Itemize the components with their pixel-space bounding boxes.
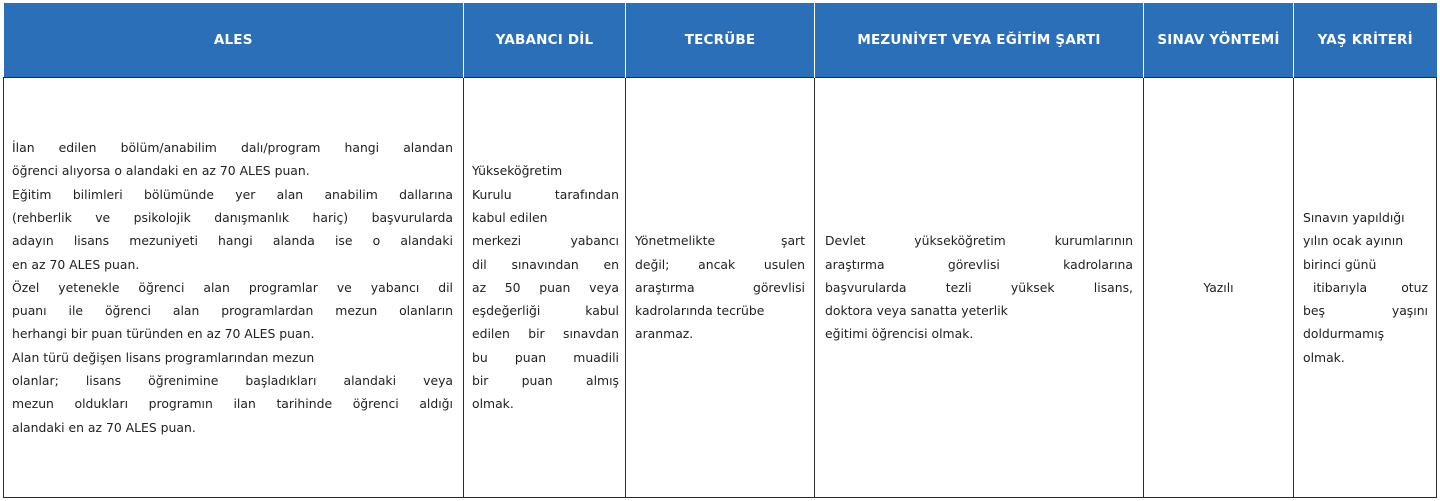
header-yas-kriteri: YAŞ KRİTERİ [1294,3,1437,78]
ales-line: adayın lisans mezuniyeti hangi alanda ise o alandaki [12,233,453,249]
mezuniyet-line: araştırma görevlisi kadrolarına [825,256,1133,272]
ales-line: olanlar; lisans öğrenimine başladıkları alandaki veya [12,373,453,389]
ales-line: İlan edilen bölüm/anabilim dalı/program hangi alandan [12,140,453,156]
ales-line: alandaki en az 70 ALES puan. [12,419,196,435]
ales-line: Özel yetenekle öğrenci alan programlar ve yabancı dil [12,279,453,295]
header-yabanci-dil: YABANCI DİL [464,3,626,78]
mezuniyet-line: eğitimi öğrencisi olmak. [825,326,974,342]
dil-line: bir puan almış [472,373,619,389]
tecrube-cell [626,78,815,498]
ales-line: en az 70 ALES puan. [12,256,140,272]
yas-line: Sınavın yapıldığı [1303,209,1405,225]
yabanci-dil-cell [464,78,626,498]
dil-line: bu puan muadili [472,349,619,365]
ales-line: Alan türü değişen lisans programlarından mezun [12,349,315,365]
sinav-value: Yazılı [1203,279,1234,295]
ales-line: (rehberlik ve psikolojik danışmanlık hariç) başvurularda [12,209,453,225]
sinav-yontemi-cell [1144,78,1294,498]
yas-line: itibarıyla otuz [1313,279,1428,295]
ales-cell [4,78,464,498]
dil-line: merkezi yabancı [472,233,619,249]
header-ales: ALES [4,3,464,78]
tecrube-line: değil; ancak usulen [635,256,805,272]
yas-line: birinci günü [1303,256,1377,272]
tecrube-line: araştırma görevlisi [635,279,805,295]
ales-line: Eğitim bilimleri bölümünde yer alan anabilim dallarına [12,186,453,202]
dil-line: eşdeğerliği kabul [472,303,619,319]
table-row [4,78,1437,498]
ales-line: puanı ile öğrenci alan programlardan mezun olanların [12,303,453,319]
mezuniyet-cell [815,78,1144,498]
yas-line: olmak. [1303,349,1345,365]
ales-line: öğrenci alıyorsa o alandaki en az 70 ALES puan. [12,163,310,179]
yas-kriteri-cell [1294,78,1437,498]
ales-line: mezun oldukları programın ilan tarihinde öğrenci aldığı [12,396,453,412]
tecrube-line: aranmaz. [635,326,694,342]
dil-line: kabul edilen [472,209,548,225]
dil-line: olmak. [472,396,514,412]
dil-line: az 50 puan veya [472,279,619,295]
header-sinav-yontemi: SINAV YÖNTEMİ [1144,3,1294,78]
dil-line: Yükseköğretim [472,163,563,179]
requirements-table [3,3,1437,498]
ales-line: herhangi bir puan türünden en az 70 ALES puan. [12,326,315,342]
header-mezuniyet: MEZUNİYET VEYA EĞİTİM ŞARTI [815,3,1144,78]
yas-line: doldurmamış [1303,326,1385,342]
mezuniyet-line: Devlet yükseköğretim kurumlarının [825,233,1133,249]
yas-line: yılın ocak ayının [1303,233,1404,249]
mezuniyet-line: başvurularda tezli yüksek lisans, [825,279,1133,295]
tecrube-line: Yönetmelikte şart [635,233,805,249]
yas-line: beş yaşını [1303,303,1428,319]
header-row [4,3,1437,78]
header-tecrube: TECRÜBE [626,3,815,78]
dil-line: edilen bir sınavdan [472,326,619,342]
dil-line: Kurulu tarafından [472,186,619,202]
mezuniyet-line: doktora veya sanatta yeterlik [825,303,1008,319]
tecrube-line: kadrolarında tecrübe [635,303,765,319]
dil-line: dil sınavından en [472,256,619,272]
